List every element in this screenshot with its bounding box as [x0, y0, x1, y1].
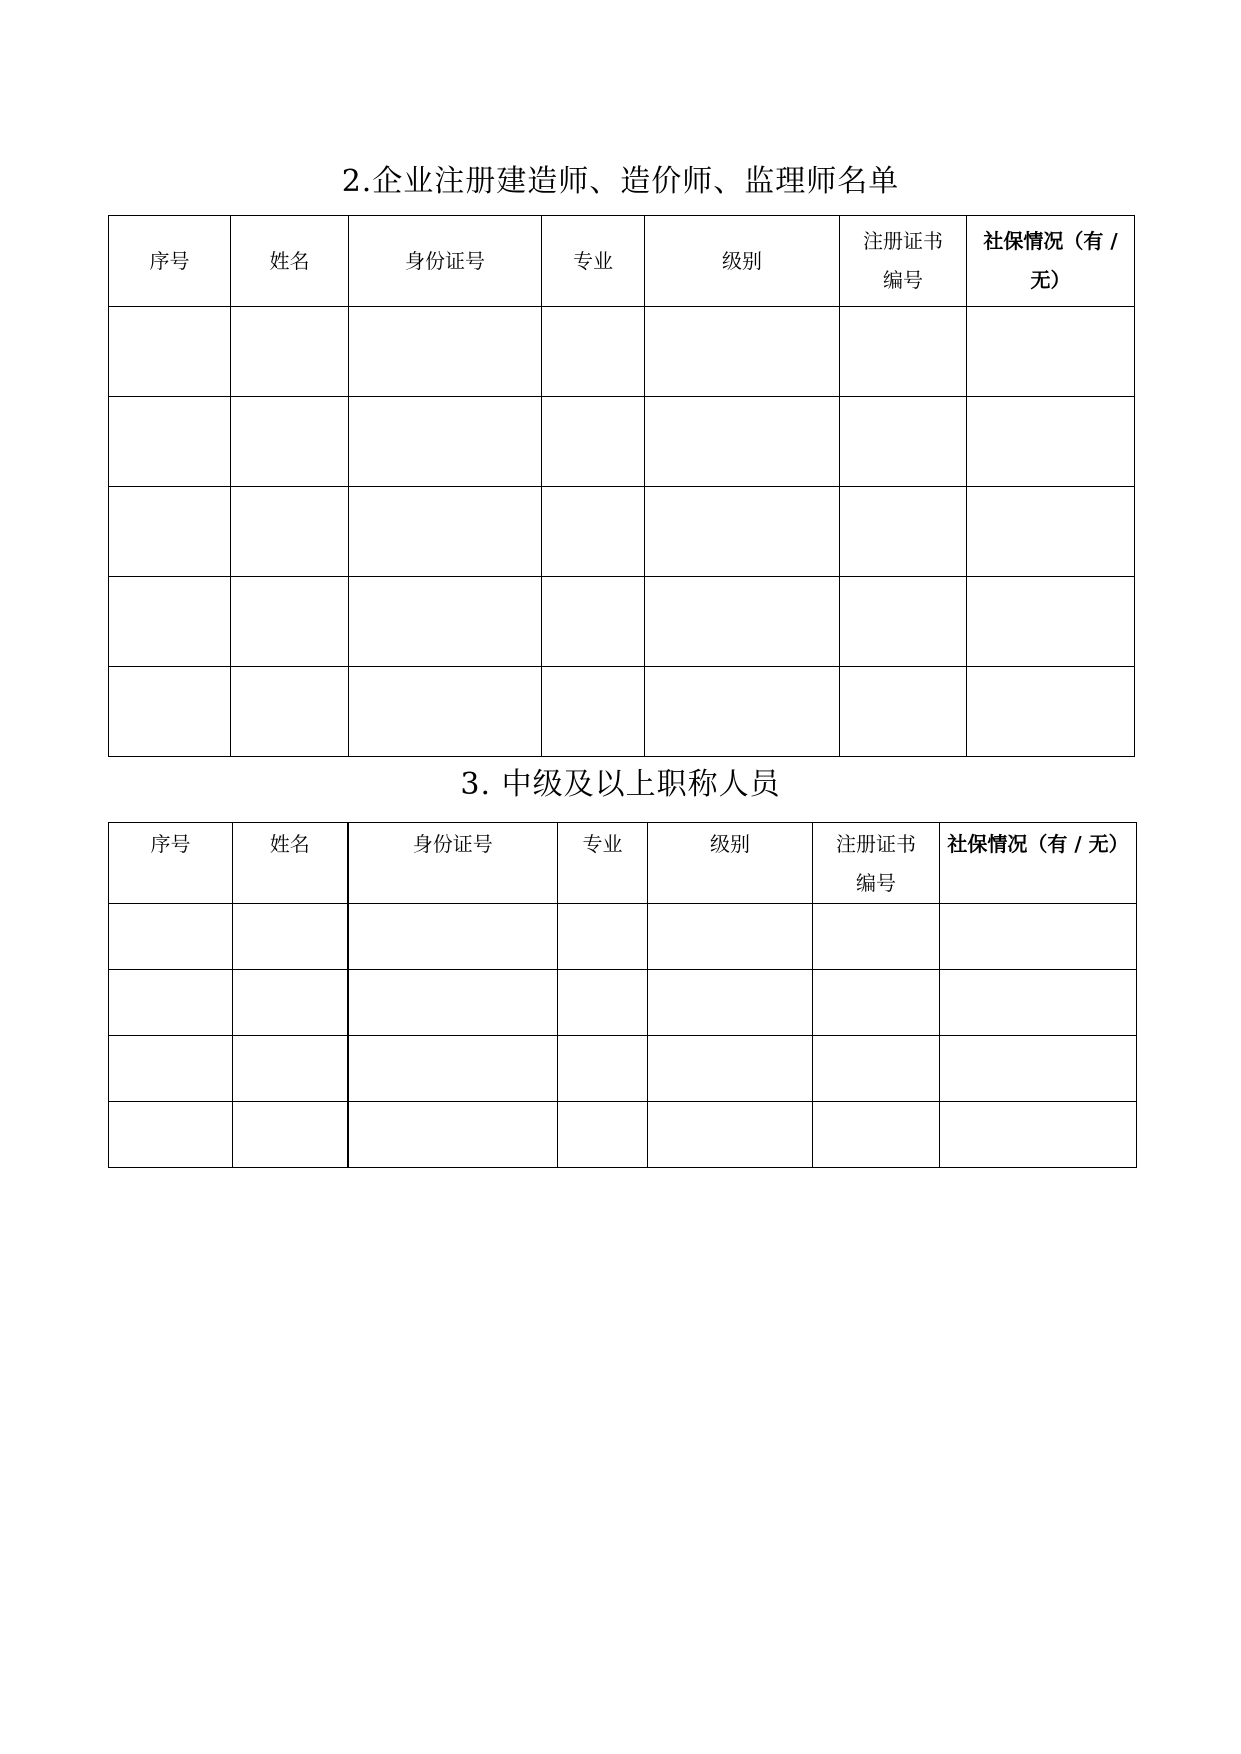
cell[interactable]: [813, 1036, 940, 1102]
cell[interactable]: [558, 970, 648, 1036]
header-social-line1: 社保情况（有 /: [983, 229, 1118, 253]
cell[interactable]: [348, 1036, 558, 1102]
cell[interactable]: [348, 904, 558, 970]
cell[interactable]: [967, 307, 1135, 397]
header-name: 姓名: [231, 216, 349, 307]
cell[interactable]: [542, 577, 645, 667]
header-name: 姓名: [233, 823, 348, 904]
table-row: [109, 970, 1137, 1036]
cell[interactable]: [231, 397, 349, 487]
cell[interactable]: [349, 307, 542, 397]
cell[interactable]: [109, 970, 233, 1036]
cell[interactable]: [648, 1102, 813, 1168]
cell[interactable]: [349, 577, 542, 667]
table-row: [109, 1036, 1137, 1102]
cell[interactable]: [967, 577, 1135, 667]
header-id-number: 身份证号: [349, 216, 542, 307]
cell[interactable]: [233, 1036, 348, 1102]
cell[interactable]: [648, 970, 813, 1036]
table-row: [109, 904, 1137, 970]
header-social-insurance: [967, 216, 1135, 307]
header-certificate-line2: 编号: [856, 871, 896, 895]
cell[interactable]: [542, 397, 645, 487]
section-3-title: 3. 中级及以上职称人员: [460, 767, 781, 802]
table-row: [109, 307, 1135, 397]
cell[interactable]: [231, 577, 349, 667]
cell[interactable]: [645, 577, 840, 667]
cell[interactable]: [840, 667, 967, 757]
cell[interactable]: [109, 307, 231, 397]
table-body: [109, 307, 1135, 757]
header-id-number: 身份证号: [348, 823, 558, 904]
cell[interactable]: [233, 904, 348, 970]
cell[interactable]: [231, 307, 349, 397]
cell[interactable]: [645, 487, 840, 577]
header-social-insurance: 社保情况（有 / 无）: [940, 823, 1137, 904]
table-header-row: [109, 823, 1137, 904]
cell[interactable]: [840, 487, 967, 577]
table-header-row: [109, 216, 1135, 307]
cell[interactable]: [840, 397, 967, 487]
cell[interactable]: [109, 577, 231, 667]
cell[interactable]: [967, 397, 1135, 487]
cell[interactable]: [645, 667, 840, 757]
header-level: 级别: [648, 823, 813, 904]
cell[interactable]: [233, 970, 348, 1036]
cell[interactable]: [109, 397, 231, 487]
header-index: 序号: [109, 823, 233, 904]
cell[interactable]: [558, 1102, 648, 1168]
cell[interactable]: [645, 307, 840, 397]
cell[interactable]: [813, 970, 940, 1036]
cell[interactable]: [940, 1102, 1137, 1168]
cell[interactable]: [648, 904, 813, 970]
cell[interactable]: [813, 904, 940, 970]
cell[interactable]: [940, 904, 1137, 970]
header-certificate-number: [840, 216, 967, 307]
cell[interactable]: [349, 667, 542, 757]
table-row: [109, 397, 1135, 487]
table-row: [109, 1102, 1137, 1168]
cell[interactable]: [348, 1102, 558, 1168]
cell[interactable]: [109, 1102, 233, 1168]
table-row: [109, 577, 1135, 667]
registered-engineers-table: [108, 215, 1135, 757]
header-specialty: 专业: [558, 823, 648, 904]
header-specialty: 专业: [542, 216, 645, 307]
cell[interactable]: [109, 487, 231, 577]
cell[interactable]: [840, 307, 967, 397]
cell[interactable]: [348, 970, 558, 1036]
cell[interactable]: [109, 667, 231, 757]
cell[interactable]: [109, 904, 233, 970]
header-social-line2: 无）: [1030, 268, 1071, 292]
cell[interactable]: [233, 1102, 348, 1168]
header-certificate-line1: 注册证书: [836, 832, 916, 856]
table-row: [109, 487, 1135, 577]
cell[interactable]: [648, 1036, 813, 1102]
section-2-title: 2.企业注册建造师、造价师、监理师名单: [341, 164, 900, 199]
cell[interactable]: [940, 1036, 1137, 1102]
header-certificate-line2: 编号: [883, 268, 923, 292]
cell[interactable]: [940, 970, 1137, 1036]
header-index: 序号: [109, 216, 231, 307]
cell[interactable]: [645, 397, 840, 487]
header-level: 级别: [645, 216, 840, 307]
cell[interactable]: [840, 577, 967, 667]
cell[interactable]: [813, 1102, 940, 1168]
senior-title-personnel-table: [108, 822, 1137, 1168]
cell[interactable]: [558, 1036, 648, 1102]
table-row: [109, 667, 1135, 757]
cell[interactable]: [349, 487, 542, 577]
cell[interactable]: [231, 487, 349, 577]
cell[interactable]: [542, 307, 645, 397]
cell[interactable]: [542, 487, 645, 577]
table-body: [109, 904, 1137, 1168]
header-certificate-line1: 注册证书: [863, 229, 943, 253]
cell[interactable]: [558, 904, 648, 970]
cell[interactable]: [967, 667, 1135, 757]
cell[interactable]: [967, 487, 1135, 577]
header-certificate-number: [813, 823, 940, 904]
cell[interactable]: [349, 397, 542, 487]
cell[interactable]: [231, 667, 349, 757]
cell[interactable]: [109, 1036, 233, 1102]
cell[interactable]: [542, 667, 645, 757]
